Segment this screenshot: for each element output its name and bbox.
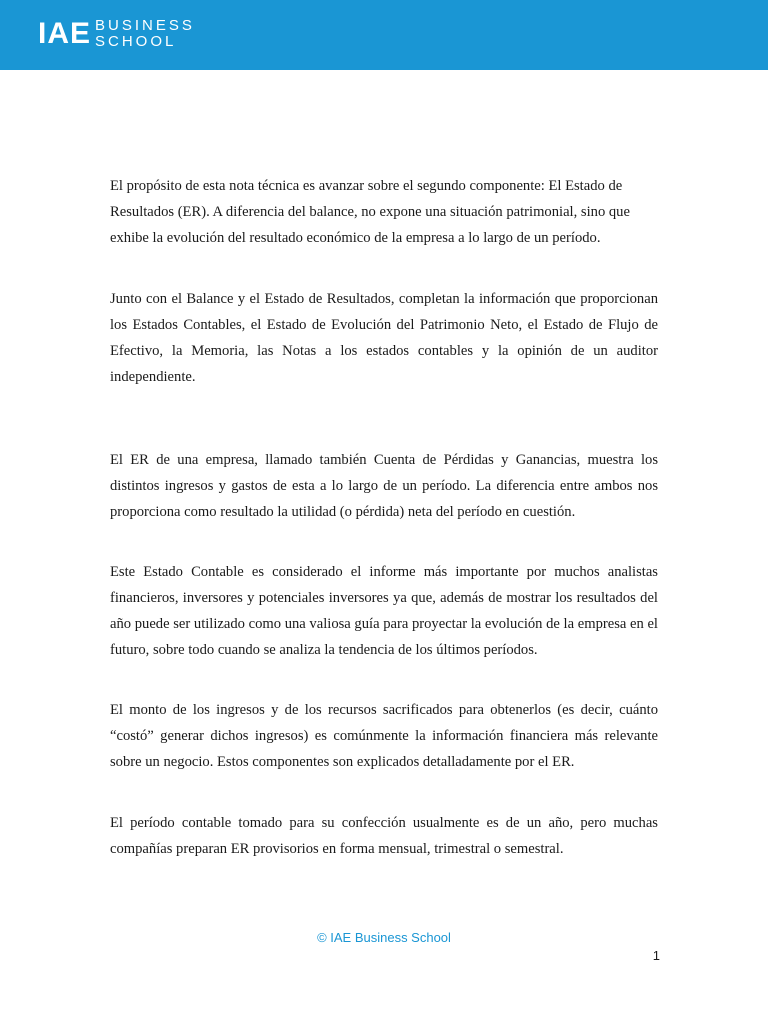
paragraph-financial-statements: Junto con el Balance y el Estado de Resultados, completan la información que proporcionan los Estados Contables, el Estado de Evolución del Patrimonio Neto, el Estado de Flujo de Efectivo, la Memoria, las Notas a los estados contables y la opinión de un auditor independiente. — [110, 291, 658, 385]
footer-copyright: © IAE Business School — [317, 930, 451, 945]
logo-line-business: BUSINESS — [95, 17, 195, 34]
header-band — [0, 0, 768, 70]
logo-wordmark — [95, 18, 195, 50]
paragraph-accounting-period: El período contable tomado para su confección usualmente es de un año, pero muchas compañías preparan ER provisorios en forma mensual, trimestral o semestral. — [110, 815, 658, 857]
paragraph-purpose: El propósito de esta nota técnica es avanzar sobre el segundo componente: El Estado de Resultados (ER). A diferencia del balance, no expone una situación patrimonial, sino que exhibe la evolución del resultado económico de la empresa a lo largo de un período. — [110, 178, 630, 246]
logo-mark: IAE — [38, 17, 92, 50]
logo-line-school: SCHOOL — [95, 33, 177, 50]
paragraph-income-costs: El monto de los ingresos y de los recursos sacrificados para obtenerlos (es decir, cuánto “costó” generar dichos ingresos) es comúnmente la información financiera más relevante sobre un negocio. Estos componentes son explicados detalladamente por el ER. — [110, 702, 658, 770]
page-number: 1 — [652, 948, 660, 963]
paragraph-er-definition: El ER de una empresa, llamado también Cuenta de Pérdidas y Ganancias, muestra los distintos ingresos y gastos de esta a lo largo de un período. La diferencia entre ambos nos proporciona como resultado la utilidad (o pérdida) neta del período en cuestión. — [110, 452, 658, 520]
paragraph-er-importance: Este Estado Contable es considerado el informe más importante por muchos analistas financieros, inversores y potenciales inversores ya que, además de mostrar los resultados del año puede ser utilizado como una valiosa guía para proyectar la evolución de la empresa en el futuro, sobre todo cuando se analiza la tendencia de los últimos períodos. — [110, 564, 658, 658]
iae-logo — [38, 14, 195, 54]
